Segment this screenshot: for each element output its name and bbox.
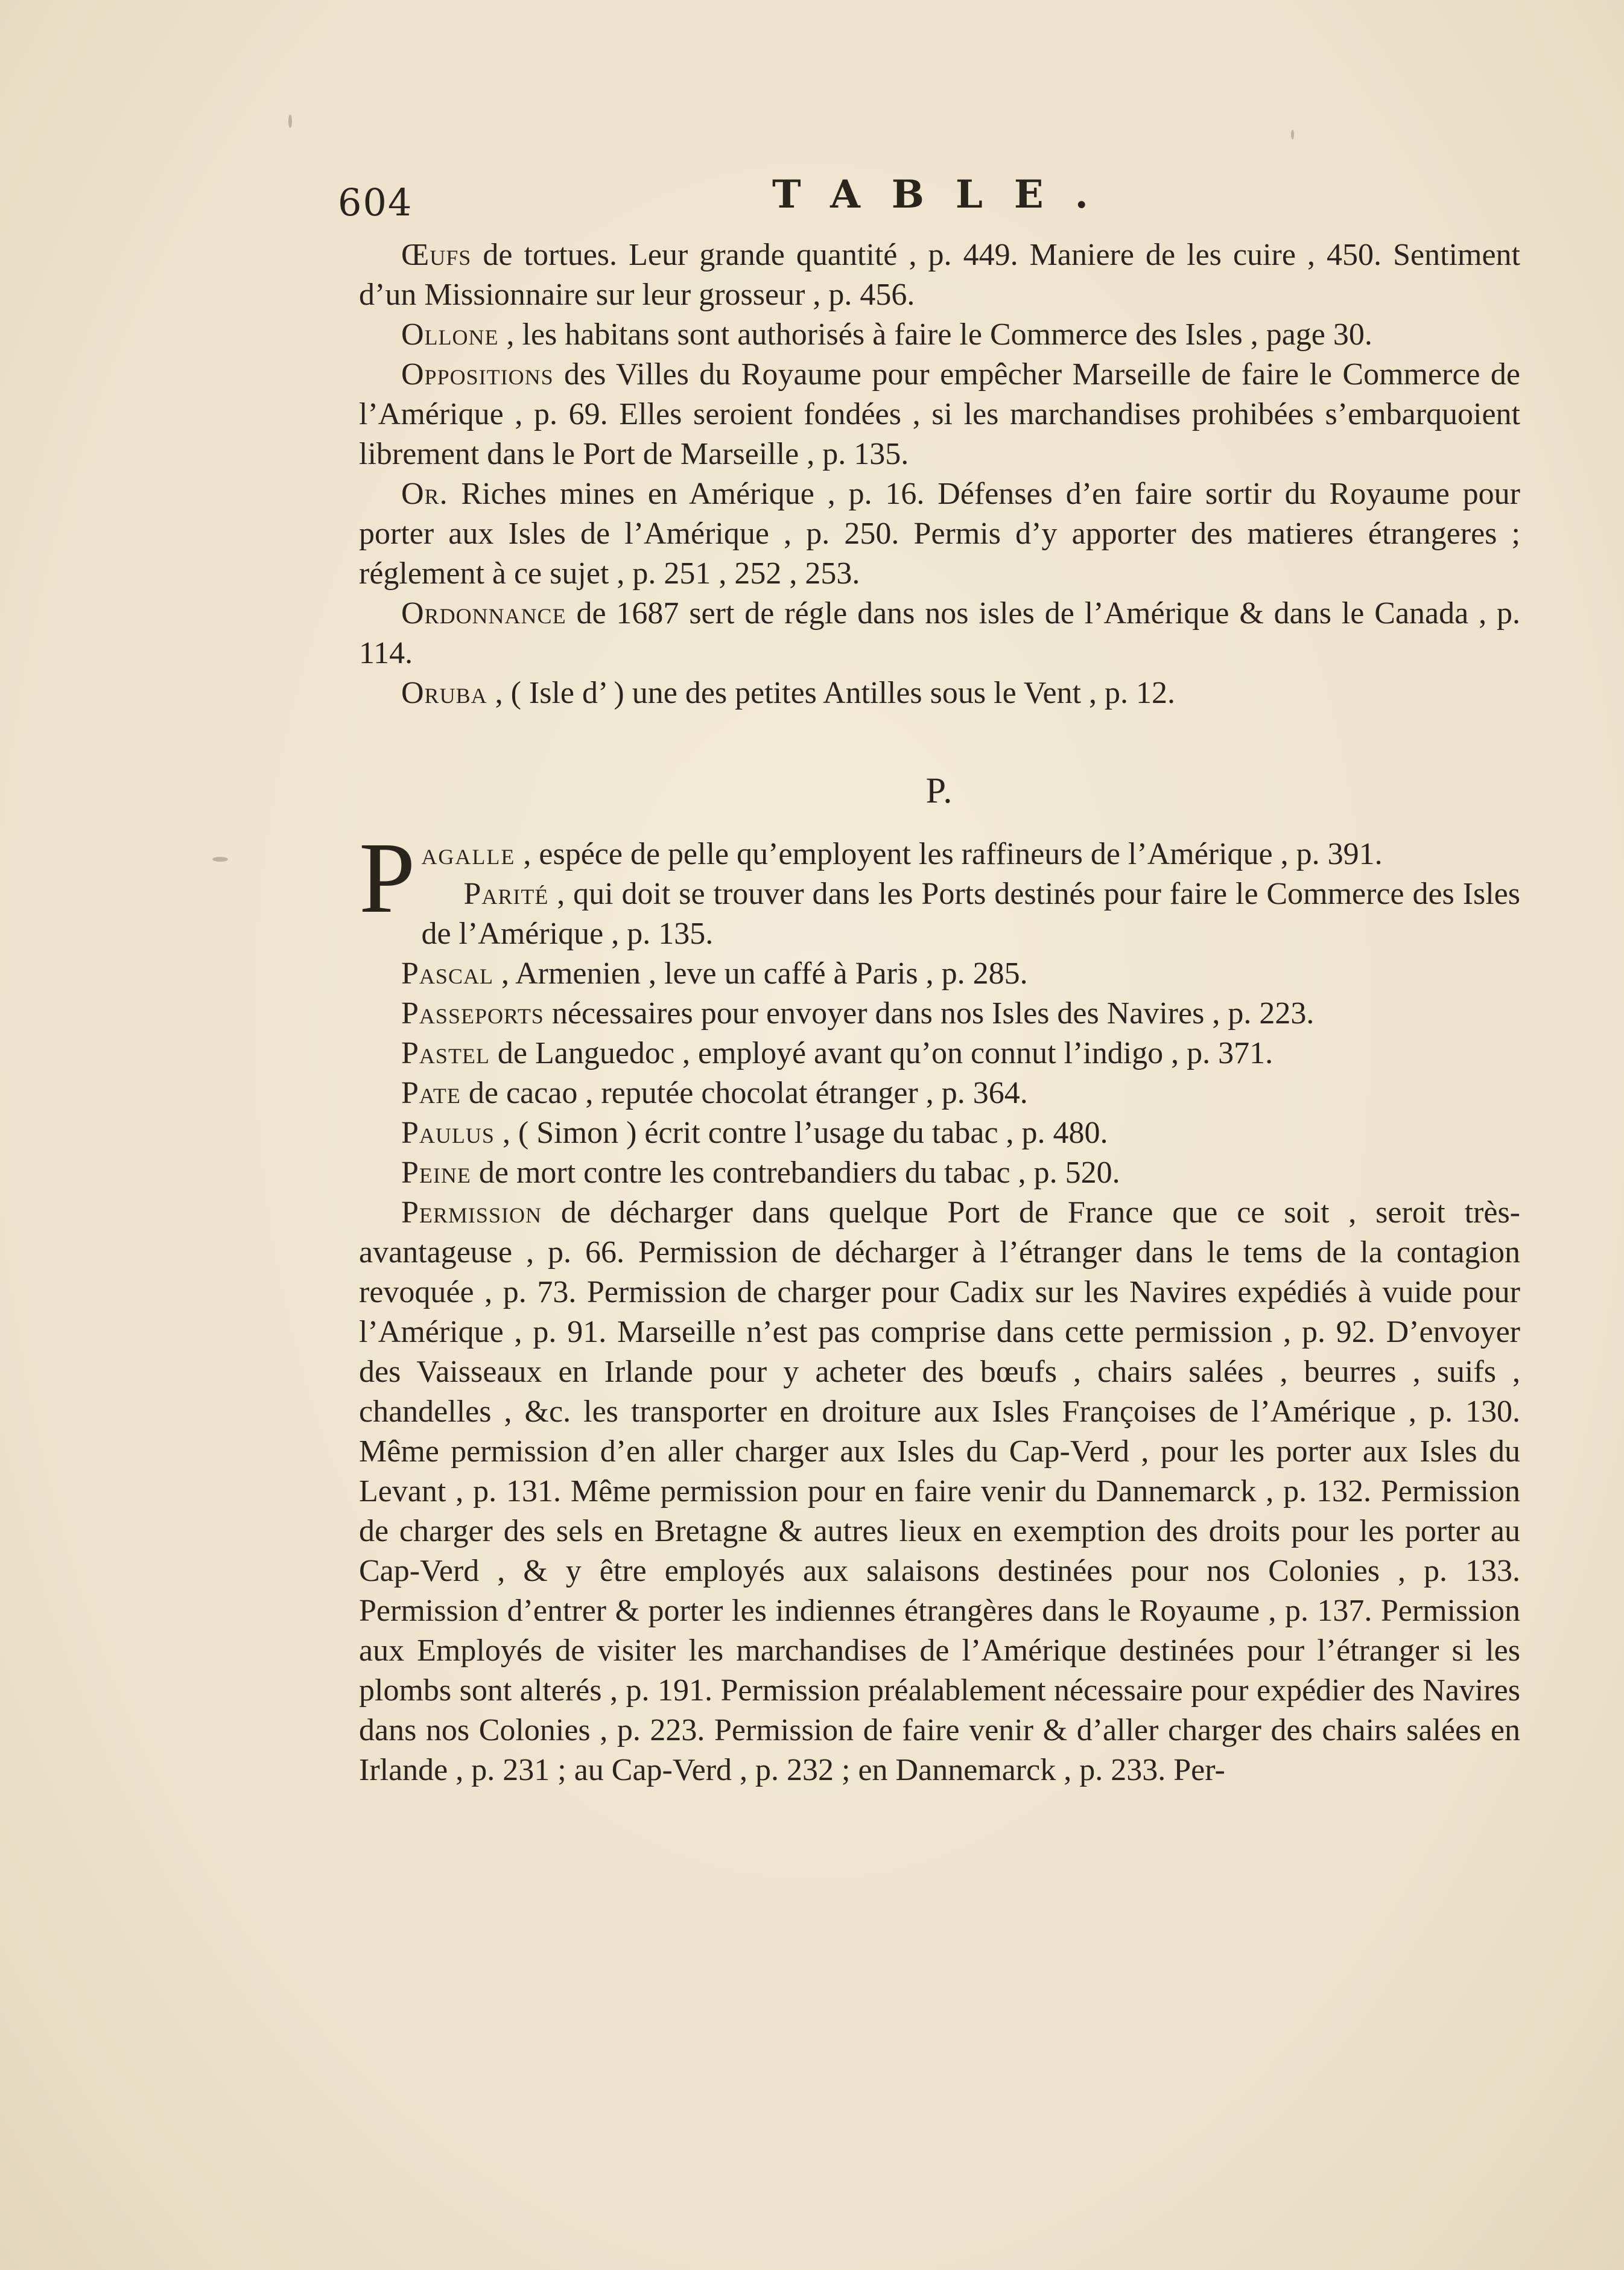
entry-headword: Ollone — [401, 317, 499, 352]
drop-cap: P — [359, 822, 416, 934]
page-header — [338, 172, 1544, 238]
entry-headword: Pate — [401, 1076, 461, 1110]
entry-headword: Pascal — [401, 956, 493, 991]
entry-headword: Oppositions — [401, 357, 554, 392]
index-entry — [359, 1153, 1520, 1193]
index-entry — [359, 1113, 1520, 1153]
index-entry — [359, 874, 1520, 954]
index-entry — [359, 1073, 1520, 1113]
entry-text: , ( Simon ) écrit contre l’usage du tabac , p. 480. — [494, 1116, 1108, 1150]
index-entry — [359, 1034, 1520, 1073]
entry-headword: Oruba — [401, 676, 487, 710]
index-entry — [359, 235, 1520, 315]
entry-text: , qui doit se trouver dans les Ports destinés pour faire le Commerce des Isles de l’Amérique , p. 135. — [421, 877, 1520, 951]
entry-headword: Parité — [463, 877, 549, 911]
entry-headword: agalle — [421, 837, 516, 871]
index-entry — [359, 474, 1520, 594]
running-title: TABLE. — [772, 172, 1120, 217]
ink-speck — [212, 857, 228, 862]
entry-text: de Languedoc , employé avant qu’on connut l’indigo , p. 371. — [489, 1036, 1274, 1070]
entry-text: , les habitans sont authorisés à faire le Commerce des Isles , page 30. — [498, 317, 1372, 352]
index-entry — [359, 673, 1520, 713]
index-entry — [359, 315, 1520, 355]
ink-speck — [1291, 130, 1294, 139]
index-entry — [359, 954, 1520, 994]
entry-headword: Peine — [401, 1156, 471, 1190]
entry-headword: Permission — [401, 1195, 542, 1230]
index-text — [359, 235, 1520, 1790]
entry-headword: Or. — [401, 477, 448, 511]
entry-text: nécessaires pour envoyer dans nos Isles des Navires , p. 223. — [544, 996, 1315, 1031]
index-entry — [359, 1193, 1520, 1790]
entry-text: , espéce de pelle qu’employent les raffineurs de l’Amérique , p. 391. — [515, 837, 1383, 871]
entry-headword: Passeports — [401, 996, 544, 1031]
section-letter: P. — [925, 771, 954, 810]
entry-headword: Œufs — [401, 238, 472, 272]
entry-text: , ( Isle d’ ) une des petites Antilles sous le Vent , p. 12. — [487, 676, 1176, 710]
entry-headword: Pastel — [401, 1036, 490, 1070]
entry-text: de décharger dans quelque Port de France que ce soit , seroit très-avantageuse , p. 66. Permission de décharger à l’étranger dans le tems de la contagion revoquée , p. 73. Permission de charger pour Cadix sur les Navires expédiés à vuide pour l’Amérique , p. 91. Marseille n’est pas comprise dans cette permission , p. 92. D’envoyer des Vaisseaux en Irlande pour y acheter des bœufs , chairs salées , beurres , suifs , chandelles , &c. les transporter en droiture aux Isles Françoises de l’Amérique , p. 130. Même permission d’en aller charger aux Isles du Cap-Verd , pour les porter aux Isles du Levant , p. 131. Même permission pour en faire venir du Dannemarck , p. 132. Permission de charger des sels en Bretagne & autres lieux en exemption des droits pour les porter au Cap-Verd , & y être employés aux salaisons destinées pour nos Colonies , p. 133. Permission d’entrer & porter les indiennes étrangères dans le Royaume , p. 137. Permission aux Employés de visiter les marchandises de l’Amérique destinées pour l’étranger si les plombs sont alterés , p. 191. Permission préalablement nécessaire pour expédier des Navires dans nos Colonies , p. 223. Permission de faire venir & d’aller charger des chairs salées en Irlande , p. 231 ; au Cap-Verd , p. 232 ; en Dannemarck , p. 233. Per- — [359, 1195, 1520, 1787]
entry-text: de mort contre les contrebandiers du tabac , p. 520. — [471, 1156, 1120, 1190]
index-entry — [359, 994, 1520, 1034]
entry-text: de tortues. Leur grande quantité , p. 449. Maniere de les cuire , 450. Sentiment d’un Missionnaire sur leur grosseur , p. 456. — [359, 238, 1520, 312]
ink-speck — [288, 115, 292, 128]
page-number: 604 — [338, 180, 413, 224]
index-entry — [359, 594, 1520, 673]
entry-text: , Armenien , leve un caffé à Paris , p. 285. — [493, 956, 1028, 991]
entry-text: de 1687 sert de régle dans nos isles de l’Amérique & dans le Canada , p. 114. — [359, 596, 1520, 670]
index-entry — [359, 355, 1520, 474]
entry-text: Riches mines en Amérique , p. 16. Défenses d’en faire sortir du Royaume pour porter aux Isles de l’Amérique , p. 250. Permis d’y apporter des matieres étrangeres ; réglement à ce sujet , p. 251 , 252 , 253. — [359, 477, 1520, 591]
entry-headword: Paulus — [401, 1116, 495, 1150]
entry-headword: Ordonnance — [401, 596, 566, 631]
entry-text: des Villes du Royaume pour empêcher Marseille de faire le Commerce de l’Amérique , p. 69. Elles seroient fondées , si les marchandises prohibées s’embarquoient librement dans le Port de Marseille , p. 135. — [359, 357, 1520, 471]
entry-text: de cacao , reputée chocolat étranger , p. 364. — [460, 1076, 1028, 1110]
